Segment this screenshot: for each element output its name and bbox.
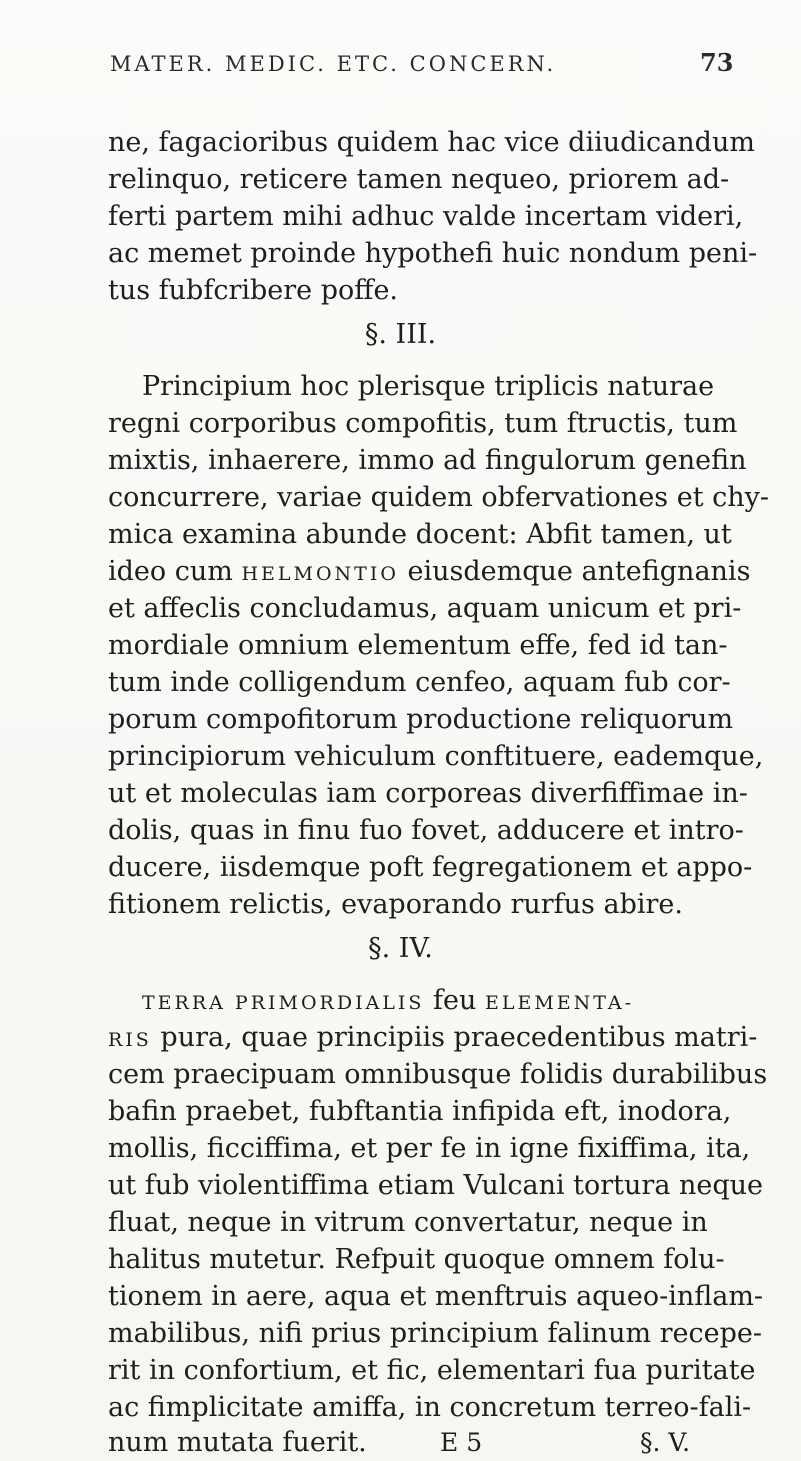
text-line: tionem in aere, aqua et menftruis aqueo-inflam- bbox=[108, 1281, 764, 1312]
text-line: mollis, ficciffima, et per fe in igne fixiffima, ita, bbox=[108, 1133, 751, 1164]
text-line: ac memet proinde hypothefi huic nondum peni- bbox=[108, 238, 758, 269]
text-line: mabilibus, nifi prius principium falinum recepe- bbox=[108, 1318, 763, 1349]
text-line: regni corporibus compofitis, tum ftructis, tum bbox=[108, 408, 738, 439]
text-line bbox=[108, 1021, 757, 1057]
running-head: MATER. MEDIC. ETC. CONCERN. bbox=[110, 52, 557, 76]
text-line: et affeclis concludamus, aquam unicum et pri- bbox=[108, 593, 742, 624]
text-line: ferti partem mihi adhuc valde incertam videri, bbox=[108, 201, 744, 232]
text-line: porum compofitorum productione reliquorum bbox=[108, 704, 734, 735]
term-smallcaps: ELEMENTA- bbox=[484, 992, 635, 1014]
text-line: concurrere, variae quidem obfervationes et chy- bbox=[108, 482, 770, 513]
text-line: mixtis, inhaerere, immo ad fingulorum genefin bbox=[108, 445, 747, 476]
text-run: ideo cum bbox=[108, 556, 242, 587]
text-run: eiusdemque antefignanis bbox=[398, 556, 751, 587]
text-line: halitus mutetur. Refpuit quoque omnem folu- bbox=[108, 1244, 725, 1275]
section-heading: §. IV. bbox=[368, 933, 433, 964]
text-line: relinquo, reticere tamen nequeo, priorem ad- bbox=[108, 164, 730, 195]
catchword: §. V. bbox=[640, 1428, 691, 1457]
text-line: mordiale omnium elementum effe, fed id tan- bbox=[108, 630, 728, 661]
term-smallcaps: RIS bbox=[108, 1029, 152, 1051]
text-line bbox=[142, 984, 634, 1020]
text-line: ducere, iisdemque poft fegregationem et appo- bbox=[108, 852, 753, 883]
text-line: fitionem relictis, evaporando rurfus abire. bbox=[108, 889, 683, 920]
term-smallcaps: TERRA PRIMORDIALIS bbox=[142, 992, 425, 1014]
text-line: num mutata fuerit. bbox=[108, 1427, 367, 1458]
section-heading: §. III. bbox=[364, 319, 437, 350]
text-run: pura, quae principiis praecedentibus matri- bbox=[151, 1022, 758, 1053]
text-line bbox=[108, 555, 750, 591]
text-run: feu bbox=[424, 985, 485, 1016]
signature-mark: E 5 bbox=[440, 1428, 483, 1457]
text-line: ne, fagacioribus quidem hac vice diiudicandum bbox=[108, 127, 755, 158]
text-line: ut fub violentiffima etiam Vulcani tortura neque bbox=[108, 1170, 764, 1201]
text-line: mica examina abunde docent: Abfit tamen, ut bbox=[108, 519, 732, 550]
text-line: principiorum vehiculum conftituere, eademque, bbox=[108, 741, 764, 772]
text-line: tum inde colligendum cenfeo, aquam fub cor- bbox=[108, 667, 731, 698]
text-line: Principium hoc plerisque triplicis naturae bbox=[142, 371, 715, 402]
text-line: fluat, neque in vitrum convertatur, neque in bbox=[108, 1207, 708, 1238]
page-number: 73 bbox=[700, 48, 734, 77]
text-line: ut et moleculas iam corporeas diverfiffimae in- bbox=[108, 778, 748, 809]
text-line: rit in confortium, et fic, elementari fua puritate bbox=[108, 1355, 756, 1386]
author-name-smallcaps: HELMONTIO bbox=[241, 563, 399, 585]
text-line: bafin praebet, fubftantia infipida eft, inodora, bbox=[108, 1096, 732, 1127]
text-line: cem praecipuam omnibusque folidis durabilibus bbox=[108, 1059, 768, 1090]
text-line: dolis, quas in finu fuo fovet, adducere et intro- bbox=[108, 815, 744, 846]
text-line: ac fimplicitate amiffa, in concretum terreo-fali- bbox=[108, 1392, 752, 1423]
text-line: tus fubfcribere poffe. bbox=[108, 275, 399, 306]
